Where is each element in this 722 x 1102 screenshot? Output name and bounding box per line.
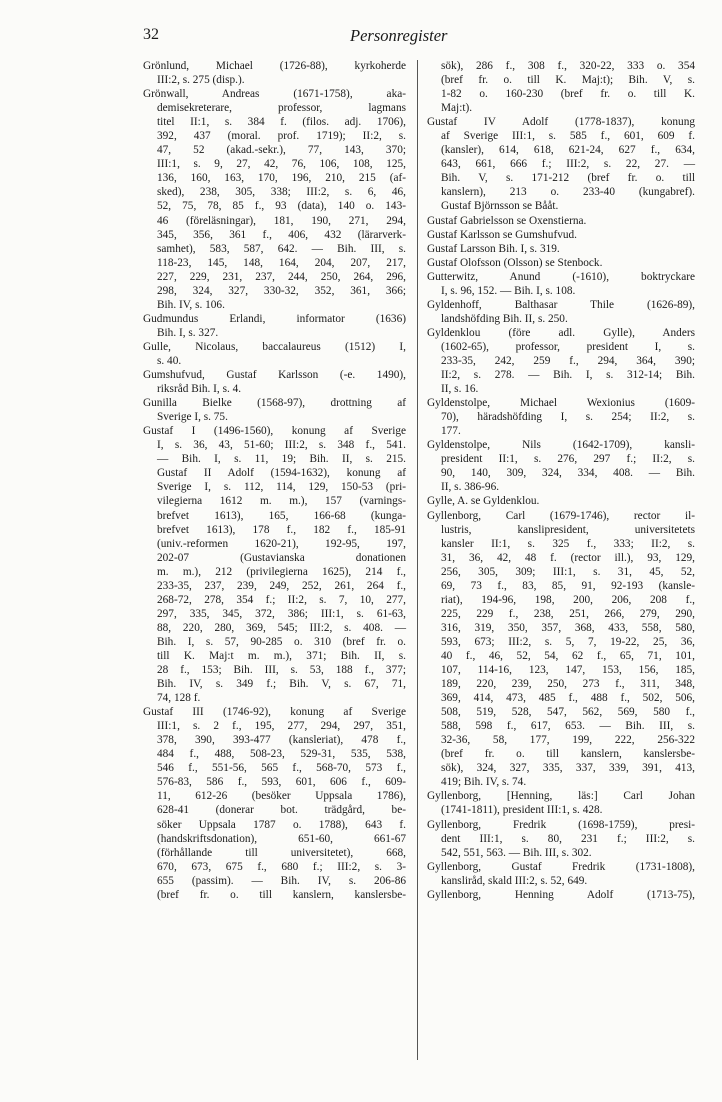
index-line: Gustaf Olofsson (Olsson) se Stenbock. — [427, 256, 603, 269]
index-line: 52, 75, 78, 85 f., 93 (data), 140 o. 143- — [157, 200, 406, 213]
index-line: II, s. 16. — [441, 383, 479, 396]
index-line: riat), 194-96, 198, 200, 206, 208 f., — [441, 593, 695, 606]
index-line: kansler II:1, s. 325 f., 333; II:2, s. — [441, 537, 695, 550]
index-line: vilegierna 1612 m. m.), 157 (varnings- — [157, 495, 406, 508]
index-line: Gutterwitz, Anund (-1610), boktryckare — [427, 270, 695, 283]
index-line: 202-07 (Gustavianska donationen — [157, 551, 406, 564]
running-title: Personregister — [350, 26, 448, 45]
index-line: till K. Maj:t m. m.), 371; Bih. II, s. — [157, 649, 406, 662]
index-line: kansliråd, skald III:2, s. 52, 649. — [441, 874, 588, 887]
index-line: Gunilla Bielke (1568-97), drottning af — [143, 397, 406, 410]
index-line: 40 f., 46, 52, 54, 62 f., 65, 71, 101, — [441, 649, 695, 662]
index-line: 11, 612-26 (besöker Uppsala 1786), — [157, 790, 406, 803]
index-line: (bref fr. o. till K. Maj:t); Bih. V, s. — [441, 74, 695, 87]
index-line: af Sverige III:1, s. 585 f., 601, 609 f. — [441, 130, 695, 143]
index-line: Gustaf II Adolf (1594-1632), konung af — [157, 467, 406, 480]
index-line: 32-36, 58, 177, 199, 222, 256-322 — [441, 734, 695, 747]
index-line: Gustaf IV Adolf (1778-1837), konung — [427, 116, 695, 129]
index-line: III:2, s. 275 (disp.). — [157, 74, 245, 87]
index-line: — Bih. I, s. 11, 19; Bih. II, s. 215. — [157, 453, 406, 466]
index-line: Gustaf Larsson Bih. I, s. 319. — [427, 242, 560, 255]
index-line: 484 f., 488, 508-23, 529-31, 535, 538, — [157, 748, 406, 761]
index-line: Gyldenstolpe, Nils (1642-1709), kansli- — [427, 439, 695, 452]
index-line: 508, 519, 528, 547, 562, 569, 580 f., — [441, 706, 695, 719]
index-line: demisekreterare, professor, lagmans — [157, 102, 406, 115]
index-line: 297, 335, 345, 372, 386; III:1, s. 61-63, — [157, 607, 406, 620]
index-line: (handskriftsdonation), 651-60, 661-67 — [157, 832, 406, 845]
index-line: 628-41 (donerar bot. trädgård, be- — [157, 804, 406, 817]
index-line: Grönlund, Michael (1726-88), kyrkoherde — [143, 60, 406, 72]
index-line: 392, 437 (moral. prof. 1719); II:2, s. — [157, 130, 406, 143]
index-line: (bref fr. o. till kanslern, kanslersbe- — [157, 888, 406, 901]
index-line: Gylle, A. se Gyldenklou. — [427, 495, 540, 508]
index-line: 378, 390, 393-477 (kansleriat), 478 f., — [157, 734, 406, 747]
index-line: sök), 286 f., 308 f., 320-22, 333 o. 354 — [441, 60, 695, 72]
index-line: s. 40. — [157, 354, 182, 367]
index-line: president II:1, s. 276, 297 f.; II:2, s. — [441, 453, 695, 466]
left-column — [143, 59, 406, 902]
index-line: 136, 160, 163, 170, 196, 210, 215 (af- — [157, 172, 406, 185]
index-line: 369, 414, 473, 485 f., 488 f., 502, 506, — [441, 692, 695, 705]
index-line: 177. — [441, 425, 461, 438]
index-line: Gumshufvud, Gustaf Karlsson (-e. 1490), — [143, 369, 406, 382]
index-line: 225, 229 f., 238, 251, 266, 279, 290, — [441, 607, 695, 620]
index-line: III:1, s. 9, 27, 42, 76, 106, 108, 125, — [157, 158, 406, 171]
index-line: II:2, s. 278. — Bih. I, s. 312-14; Bih. — [441, 369, 695, 382]
index-line: riksråd Bih. I, s. 4. — [157, 383, 242, 396]
index-line: sök), 324, 327, 335, 337, 339, 391, 413, — [441, 762, 695, 775]
index-line: (1602-65), professor, president I, s. — [441, 340, 695, 353]
index-line: 593, 673; III:2, s. 5, 7, 19-22, 25, 36, — [441, 635, 695, 648]
index-line: 107, 114-16, 123, 147, 153, 156, 185, — [441, 664, 695, 677]
page-header — [143, 26, 583, 48]
index-line: Bih. IV, s. 106. — [157, 298, 225, 311]
index-line: (1741-1811), president III:1, s. 428. — [441, 804, 603, 817]
index-line: Gustaf Björnsson se Bååt. — [441, 200, 559, 213]
index-line: 28 f., 153; Bih. III, s. 53, 188 f., 377; — [157, 664, 406, 677]
index-line: Gyllenborg, Gustaf Fredrik (1731-1808), — [427, 860, 695, 873]
index-line: 643, 661, 666 f.; III:2, s. 22, 27. — — [441, 158, 695, 171]
index-line: 31, 36, 42, 48 f. (rector ill.), 93, 129, — [441, 551, 695, 564]
index-line: 655 (passim). — Bih. IV, s. 206-86 — [157, 874, 406, 887]
index-line: 46 (föreläsningar), 181, 190, 271, 294, — [157, 214, 406, 227]
index-line: 227, 229, 231, 237, 244, 250, 264, 296, — [157, 270, 406, 283]
index-line: 298, 324, 327, 330-32, 352, 361, 366; — [157, 284, 406, 297]
index-line: Gyllenborg, Fredrik (1698-1759), presi- — [427, 818, 695, 831]
index-line: 345, 356, 361 f., 406, 432 (lärarverk- — [157, 228, 406, 241]
index-line: 670, 673, 675 f., 680 f.; III:2, s. 3- — [157, 860, 406, 873]
page-number: 32 — [143, 26, 159, 43]
index-line: brefvet 1613), 165, 166-68 (kunga- — [157, 509, 406, 522]
index-line: söker Uppsala 1787 o. 1788), 643 f. — [157, 818, 406, 831]
column-divider — [417, 60, 418, 1060]
index-line: 316, 319, 350, 357, 368, 433, 558, 580, — [441, 621, 695, 634]
index-line: brefvet 1613), 178 f., 182 f., 185-91 — [157, 523, 406, 536]
index-line: Gyldenhoff, Balthasar Thile (1626-89), — [427, 298, 695, 311]
index-line: (kansler), 614, 618, 621-24, 627 f., 634, — [441, 144, 695, 157]
index-line: III:1, s. 2 f., 195, 277, 294, 297, 351, — [157, 720, 406, 733]
index-line: Gyllenborg, Henning Adolf (1713-75), — [427, 888, 695, 901]
index-line: Bih. IV, s. 349 f.; Bih. V, s. 67, 71, — [157, 678, 406, 691]
index-line: 233-35, 237, 239, 249, 252, 261, 264 f., — [157, 579, 406, 592]
index-line: sked), 238, 305, 338; III:2, s. 6, 46, — [157, 186, 406, 199]
index-line: (bref fr. o. till kanslern, kanslersbe- — [441, 748, 695, 761]
index-line: landshöfding Bih. II, s. 250. — [441, 312, 568, 325]
index-line: Bih. I, s. 57, 90-285 o. 310 (bref fr. o. — [157, 635, 406, 648]
index-line: 268-72, 278, 354 f.; II:2, s. 7, 10, 277, — [157, 593, 406, 606]
index-line: Bih. I, s. 327. — [157, 326, 219, 339]
index-line: (univ.-reformen 1620-21), 192-95, 197, — [157, 537, 406, 550]
index-line: Gyldenstolpe, Michael Wexionius (1609- — [427, 397, 695, 410]
index-line: 576-83, 586 f., 593, 601, 606 f., 609- — [157, 776, 406, 789]
index-line: Gudmundus Erlandi, informator (1636) — [143, 312, 406, 325]
index-line: Gulle, Nicolaus, baccalaureus (1512) I, — [143, 340, 406, 353]
index-line: 546 f., 551-56, 565 f., 568-70, 573 f., — [157, 762, 406, 775]
index-line: lustris, kanslipresident, universitetets — [441, 523, 695, 536]
index-line: dent III:1, s. 80, 231 f.; III:2, s. — [441, 832, 695, 845]
index-line: 588, 598 f., 617, 653. — Bih. III, s. — [441, 720, 695, 733]
index-line: Bih. V, s. 171-212 (bref fr. o. till — [441, 172, 695, 185]
index-line: Gyllenborg, Carl (1679-1746), rector il- — [427, 509, 695, 522]
index-line: 88, 220, 280, 369, 545; III:2, s. 408. — — [157, 621, 406, 634]
index-line: Gustaf III (1746-92), konung af Sverige — [143, 706, 406, 719]
index-line: 47, 52 (akad.-sekr.), 77, 143, 370; — [157, 144, 406, 157]
index-line: (förhållande till universitetet), 668, — [157, 846, 406, 859]
index-line: Sverige I, s. 75. — [157, 411, 228, 424]
index-line: 70), häradshöfding I, s. 254; II:2, s. — [441, 411, 695, 424]
index-line: 90, 140, 309, 324, 334, 408. — Bih. — [441, 467, 695, 480]
index-line: Gustaf Karlsson se Gumshufvud. — [427, 228, 577, 241]
index-line: Maj:t). — [441, 102, 473, 115]
index-line: samhet), 583, 587, 642. — Bih. III, s. — [157, 242, 406, 255]
index-line: 419; Bih. IV, s. 74. — [441, 776, 527, 789]
index-line: Gustaf Gabrielsson se Oxenstierna. — [427, 214, 587, 227]
index-line: 542, 551, 563. — Bih. III, s. 302. — [441, 846, 592, 859]
index-line: 233-35, 242, 259 f., 294, 364, 390; — [441, 354, 695, 367]
index-line: m. m.), 212 (privilegierna 1625), 214 f., — [157, 565, 406, 578]
index-line: 189, 220, 239, 250, 273 f., 311, 348, — [441, 678, 695, 691]
index-line: Gyldenklou (före adl. Gylle), Anders — [427, 326, 695, 339]
index-line: 118-23, 145, 148, 164, 204, 207, 217, — [157, 256, 406, 269]
right-column — [427, 59, 695, 902]
index-line: 1-82 o. 160-230 (bref fr. o. till K. — [441, 88, 695, 101]
index-line: Gyllenborg, [Henning, läs:] Carl Johan — [427, 790, 695, 803]
index-line: 256, 305, 309; III:1, s. 31, 45, 52, — [441, 565, 695, 578]
index-line: 74, 128 f. — [157, 692, 201, 705]
index-line: titel II:1, s. 384 f. (filos. adj. 1706), — [157, 116, 406, 129]
index-line: II, s. 386-96. — [441, 481, 500, 494]
index-line: I, s. 96, 152. — Bih. I, s. 108. — [441, 284, 576, 297]
index-line: I, s. 36, 43, 51-60; III:2, s. 348 f., 541. — [157, 439, 406, 452]
index-line: 69, 73 f., 83, 85, 91, 92-193 (kansle- — [441, 579, 695, 592]
index-line: Grönwall, Andreas (1671-1758), aka- — [143, 88, 406, 101]
index-line: Gustaf I (1496-1560), konung af Sverige — [143, 425, 406, 438]
index-line: Sverige I, s. 112, 114, 129, 150-53 (pri- — [157, 481, 406, 494]
index-line: kanslern), 213 o. 233-40 (kungabref). — [441, 186, 695, 199]
